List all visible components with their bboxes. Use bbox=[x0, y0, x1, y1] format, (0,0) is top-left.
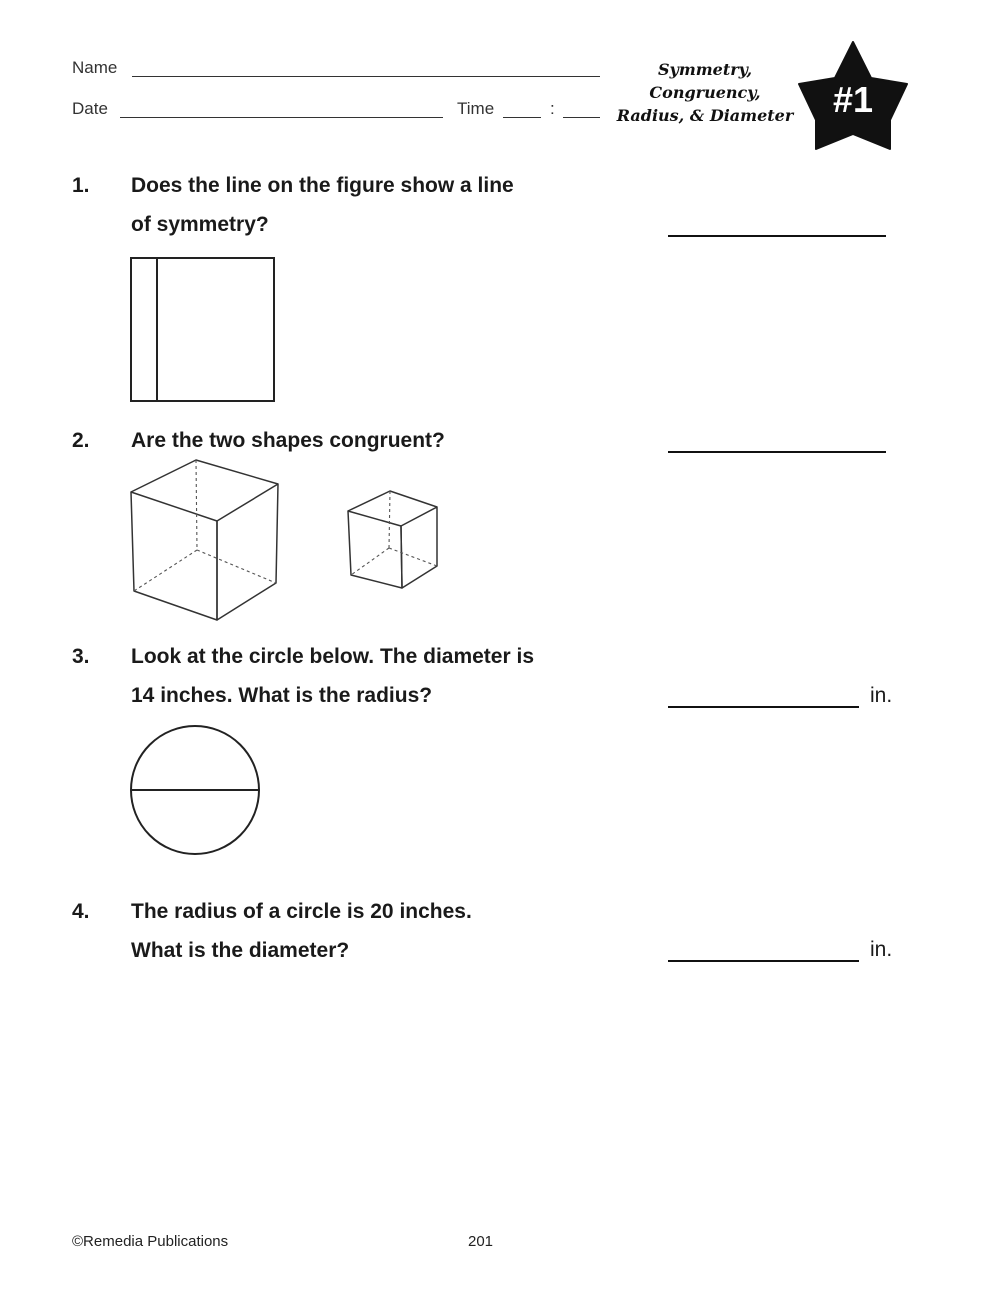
time-separator: : bbox=[550, 99, 555, 118]
copyright: ©Remedia Publications bbox=[72, 1233, 229, 1250]
time-label: Time bbox=[457, 99, 495, 118]
unit-label: in. bbox=[870, 938, 893, 961]
question-number: 2. bbox=[72, 429, 90, 452]
topic-line: Radius, & Diameter bbox=[616, 106, 794, 125]
topic-line: Symmetry, bbox=[657, 60, 753, 79]
badge-number: #1 bbox=[832, 79, 874, 120]
question-line: The radius of a circle is 20 inches. bbox=[131, 900, 472, 923]
name-label: Name bbox=[72, 58, 118, 77]
question-number: 3. bbox=[72, 645, 90, 668]
unit-label: in. bbox=[870, 684, 893, 707]
question-line: of symmetry? bbox=[131, 213, 269, 236]
question-line: Does the line on the figure show a line bbox=[131, 174, 514, 197]
question-line: Are the two shapes congruent? bbox=[131, 429, 445, 452]
question-number: 4. bbox=[72, 900, 90, 923]
topic-line: Congruency, bbox=[649, 83, 761, 102]
question-line: What is the diameter? bbox=[131, 939, 350, 962]
question-line: Look at the circle below. The diameter is bbox=[131, 645, 534, 668]
question-line: 14 inches. What is the radius? bbox=[131, 684, 433, 707]
date-label: Date bbox=[72, 99, 108, 118]
page-number: 201 bbox=[468, 1233, 494, 1250]
answer-field[interactable] bbox=[668, 960, 859, 962]
question-number: 1. bbox=[72, 174, 90, 197]
question-text bbox=[131, 892, 472, 970]
